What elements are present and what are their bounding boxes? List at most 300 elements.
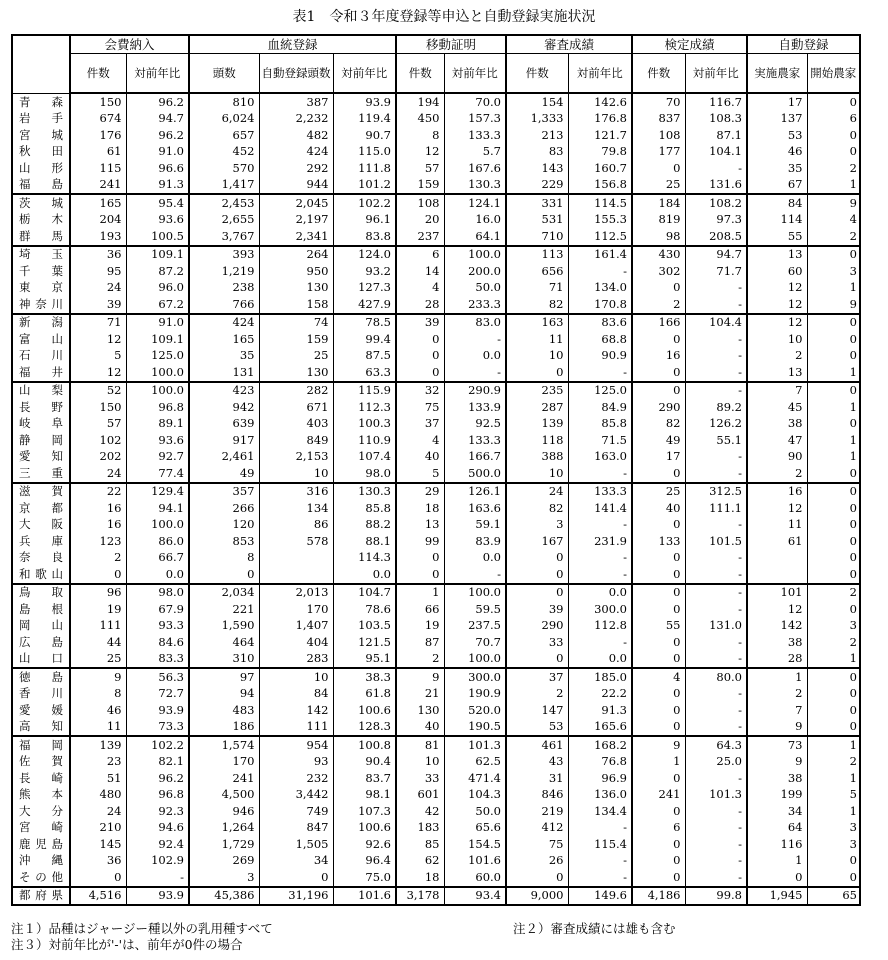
- value-cell: 25: [632, 483, 685, 501]
- value-cell: 114.5: [568, 194, 632, 212]
- value-cell: 141.4: [568, 500, 632, 517]
- value-cell: 120: [189, 517, 259, 534]
- value-cell: 84.6: [126, 634, 189, 651]
- value-cell: 142: [259, 702, 333, 719]
- value-cell: 65.6: [444, 820, 506, 837]
- prefecture-cell: 熊 本: [12, 787, 70, 804]
- value-cell: 95.4: [126, 194, 189, 212]
- value-cell: 2,013: [259, 584, 333, 602]
- value-cell: 55: [632, 618, 685, 635]
- value-cell: 39: [396, 314, 444, 332]
- value-cell: 16: [70, 500, 126, 517]
- value-cell: 3: [506, 517, 568, 534]
- value-cell: 83.3: [126, 651, 189, 669]
- value-cell: 237.5: [444, 618, 506, 635]
- table-row: [12, 618, 860, 635]
- value-cell: 0: [632, 601, 685, 618]
- prefecture-cell: 島 根: [12, 601, 70, 618]
- value-cell: [259, 566, 333, 584]
- value-cell: 112.5: [568, 228, 632, 246]
- value-cell: 87.1: [685, 127, 747, 144]
- value-cell: -: [126, 869, 189, 887]
- value-cell: 1,333: [506, 111, 568, 128]
- value-cell: 13: [747, 246, 807, 264]
- value-cell: 94.1: [126, 500, 189, 517]
- value-cell: 2: [807, 634, 860, 651]
- value-cell: 2,341: [259, 228, 333, 246]
- value-cell: 266: [189, 500, 259, 517]
- value-cell: 167: [506, 533, 568, 550]
- value-cell: 83.0: [444, 314, 506, 332]
- value-cell: 44: [70, 634, 126, 651]
- prefecture-cell: 神奈川: [12, 296, 70, 314]
- value-cell: 1: [807, 803, 860, 820]
- value-cell: 1,219: [189, 263, 259, 280]
- value-cell: 0: [807, 465, 860, 483]
- table-body: [12, 93, 860, 905]
- value-cell: 4,500: [189, 787, 259, 804]
- value-cell: 168.2: [568, 736, 632, 754]
- table-row: [12, 517, 860, 534]
- value-cell: 89.2: [685, 399, 747, 416]
- value-cell: -: [685, 820, 747, 837]
- value-cell: 124.0: [333, 246, 396, 264]
- value-cell: 2,034: [189, 584, 259, 602]
- value-cell: 104.1: [685, 144, 747, 161]
- table-row: [12, 634, 860, 651]
- value-cell: 93.6: [126, 432, 189, 449]
- value-cell: 0: [632, 836, 685, 853]
- table-row: [12, 651, 860, 669]
- value-cell: 102: [70, 432, 126, 449]
- value-cell: 208.5: [685, 228, 747, 246]
- value-cell: 1,574: [189, 736, 259, 754]
- value-cell: 749: [259, 803, 333, 820]
- value-cell: 57: [396, 160, 444, 177]
- value-cell: 71.7: [685, 263, 747, 280]
- value-cell: 170: [259, 601, 333, 618]
- value-cell: 45,386: [189, 887, 259, 906]
- value-cell: 0: [506, 550, 568, 567]
- value-cell: 570: [189, 160, 259, 177]
- value-cell: 2,153: [259, 449, 333, 466]
- value-cell: 166: [632, 314, 685, 332]
- value-cell: 67: [747, 177, 807, 195]
- value-cell: 11: [747, 517, 807, 534]
- value-cell: 93.6: [126, 212, 189, 229]
- value-cell: 103.5: [333, 618, 396, 635]
- value-cell: 118: [506, 432, 568, 449]
- table-row: [12, 382, 860, 400]
- value-cell: 88.1: [333, 533, 396, 550]
- value-cell: 184: [632, 194, 685, 212]
- value-cell: 16.0: [444, 212, 506, 229]
- registration-table: [11, 34, 861, 906]
- value-cell: 942: [189, 399, 259, 416]
- value-cell: 1: [807, 432, 860, 449]
- value-cell: 5.7: [444, 144, 506, 161]
- value-cell: 0: [807, 702, 860, 719]
- value-cell: 107.3: [333, 803, 396, 820]
- value-cell: 26: [506, 853, 568, 870]
- prefecture-cell: 徳 島: [12, 668, 70, 686]
- value-cell: 24: [70, 803, 126, 820]
- value-cell: -: [568, 465, 632, 483]
- value-cell: -: [444, 364, 506, 382]
- value-cell: 131: [189, 364, 259, 382]
- table-row: [12, 787, 860, 804]
- value-cell: 424: [259, 144, 333, 161]
- table-row: [12, 194, 860, 212]
- prefecture-cell: 広 島: [12, 634, 70, 651]
- value-cell: 38: [747, 770, 807, 787]
- value-cell: 17: [747, 93, 807, 111]
- subheader-cell: 開始農家: [807, 54, 860, 94]
- value-cell: 190.9: [444, 686, 506, 703]
- value-cell: 0: [506, 566, 568, 584]
- value-cell: 0: [807, 533, 860, 550]
- value-cell: 950: [259, 263, 333, 280]
- value-cell: 0: [632, 719, 685, 737]
- value-cell: 75: [506, 836, 568, 853]
- value-cell: 90: [747, 449, 807, 466]
- value-cell: -: [685, 465, 747, 483]
- value-cell: 12: [747, 296, 807, 314]
- value-cell: 32: [396, 382, 444, 400]
- value-cell: 4,516: [70, 887, 126, 906]
- prefecture-cell: 岩 手: [12, 111, 70, 128]
- value-cell: 12: [70, 331, 126, 348]
- value-cell: 130: [396, 702, 444, 719]
- prefecture-cell: 新 潟: [12, 314, 70, 332]
- value-cell: 78.5: [333, 314, 396, 332]
- prefecture-cell: 福 井: [12, 364, 70, 382]
- value-cell: 155.3: [568, 212, 632, 229]
- value-cell: 7: [747, 382, 807, 400]
- value-cell: 18: [396, 500, 444, 517]
- value-cell: 133.9: [444, 399, 506, 416]
- value-cell: 94.7: [685, 246, 747, 264]
- value-cell: 130: [259, 280, 333, 297]
- value-cell: 94.7: [126, 111, 189, 128]
- value-cell: 37: [506, 668, 568, 686]
- value-cell: 64: [747, 820, 807, 837]
- value-cell: 100.0: [126, 364, 189, 382]
- value-cell: 0: [396, 566, 444, 584]
- value-cell: 92.4: [126, 836, 189, 853]
- table-row: [12, 296, 860, 314]
- total-row: [12, 887, 860, 906]
- value-cell: 99.4: [333, 331, 396, 348]
- value-cell: 2: [747, 348, 807, 365]
- value-cell: 131.0: [685, 618, 747, 635]
- prefecture-cell: 福 島: [12, 177, 70, 195]
- value-cell: 24: [70, 465, 126, 483]
- value-cell: 130: [259, 364, 333, 382]
- value-cell: 232: [259, 770, 333, 787]
- value-cell: 710: [506, 228, 568, 246]
- table-row: [12, 246, 860, 264]
- value-cell: 3,178: [396, 887, 444, 906]
- value-cell: 176.8: [568, 111, 632, 128]
- value-cell: 66: [396, 601, 444, 618]
- prefecture-cell: 富 山: [12, 331, 70, 348]
- value-cell: 97: [189, 668, 259, 686]
- value-cell: 133.3: [444, 432, 506, 449]
- value-cell: 87: [396, 634, 444, 651]
- value-cell: -: [444, 331, 506, 348]
- value-cell: 130.3: [333, 483, 396, 501]
- value-cell: 125.0: [126, 348, 189, 365]
- prefecture-cell: 青 森: [12, 93, 70, 111]
- value-cell: -: [568, 853, 632, 870]
- value-cell: 0: [807, 93, 860, 111]
- prefecture-cell: 奈 良: [12, 550, 70, 567]
- value-cell: 166.7: [444, 449, 506, 466]
- table-title: 表1 令和３年度登録等申込と自動登録実施状況: [292, 9, 596, 25]
- value-cell: 43: [506, 754, 568, 771]
- prefecture-cell: その他: [12, 869, 70, 887]
- value-cell: 34: [747, 803, 807, 820]
- prefecture-cell: 三 重: [12, 465, 70, 483]
- value-cell: 133: [632, 533, 685, 550]
- value-cell: 219: [506, 803, 568, 820]
- value-cell: -: [685, 331, 747, 348]
- value-cell: 93.2: [333, 263, 396, 280]
- value-cell: 35: [189, 348, 259, 365]
- value-cell: 72.7: [126, 686, 189, 703]
- value-cell: 55: [747, 228, 807, 246]
- value-cell: 8: [396, 127, 444, 144]
- value-cell: 639: [189, 416, 259, 433]
- value-cell: 67.2: [126, 296, 189, 314]
- value-cell: 39: [506, 601, 568, 618]
- value-cell: 154: [506, 93, 568, 111]
- value-cell: 302: [632, 263, 685, 280]
- value-cell: 98.0: [126, 584, 189, 602]
- value-cell: 210: [70, 820, 126, 837]
- table-row: [12, 820, 860, 837]
- value-cell: 1: [807, 399, 860, 416]
- value-cell: 229: [506, 177, 568, 195]
- value-cell: 4: [807, 212, 860, 229]
- value-cell: 0: [632, 465, 685, 483]
- value-cell: 100.0: [444, 584, 506, 602]
- value-cell: 86.0: [126, 533, 189, 550]
- value-cell: 98: [632, 228, 685, 246]
- value-cell: 73: [747, 736, 807, 754]
- value-cell: 1: [807, 364, 860, 382]
- value-cell: 0: [807, 382, 860, 400]
- value-cell: 0: [396, 550, 444, 567]
- value-cell: -: [685, 364, 747, 382]
- value-cell: 70: [632, 93, 685, 111]
- value-cell: 12: [747, 314, 807, 332]
- value-cell: 73.3: [126, 719, 189, 737]
- prefecture-cell: 都府県: [12, 887, 70, 906]
- value-cell: 46: [70, 702, 126, 719]
- value-cell: 12: [747, 500, 807, 517]
- value-cell: 42: [396, 803, 444, 820]
- table-row: [12, 399, 860, 416]
- value-cell: 50.0: [444, 280, 506, 297]
- value-cell: 0: [807, 550, 860, 567]
- subheader-cell: 対前年比: [685, 54, 747, 94]
- value-cell: 96.1: [333, 212, 396, 229]
- table-row: [12, 160, 860, 177]
- value-cell: 331: [506, 194, 568, 212]
- value-cell: 96.9: [568, 770, 632, 787]
- value-cell: 483: [189, 702, 259, 719]
- value-cell: 0.0: [444, 348, 506, 365]
- value-cell: 2,655: [189, 212, 259, 229]
- value-cell: 1: [807, 736, 860, 754]
- value-cell: -: [685, 702, 747, 719]
- value-cell: 6: [807, 111, 860, 128]
- value-cell: -: [685, 853, 747, 870]
- value-cell: 116: [747, 836, 807, 853]
- prefecture-cell: 佐 賀: [12, 754, 70, 771]
- prefecture-cell: 鹿児島: [12, 836, 70, 853]
- value-cell: 128.3: [333, 719, 396, 737]
- value-cell: 0: [632, 686, 685, 703]
- value-cell: 1: [747, 853, 807, 870]
- value-cell: 0: [632, 364, 685, 382]
- value-cell: 0: [632, 869, 685, 887]
- value-cell: 176: [70, 127, 126, 144]
- value-cell: 10: [396, 754, 444, 771]
- value-cell: 0: [632, 517, 685, 534]
- value-cell: 1,590: [189, 618, 259, 635]
- prefecture-cell: 宮 城: [12, 127, 70, 144]
- value-cell: 95: [70, 263, 126, 280]
- value-cell: 90.9: [568, 348, 632, 365]
- value-cell: 83.9: [444, 533, 506, 550]
- value-cell: 204: [70, 212, 126, 229]
- value-cell: 9: [807, 296, 860, 314]
- value-cell: 0.0: [568, 651, 632, 669]
- value-cell: 2: [807, 160, 860, 177]
- value-cell: 847: [259, 820, 333, 837]
- value-cell: 25: [70, 651, 126, 669]
- value-cell: 849: [259, 432, 333, 449]
- value-cell: 101.2: [333, 177, 396, 195]
- prefecture-cell: 滋 賀: [12, 483, 70, 501]
- value-cell: 16: [632, 348, 685, 365]
- table-row: [12, 584, 860, 602]
- value-cell: 1: [632, 754, 685, 771]
- prefecture-cell: 石 川: [12, 348, 70, 365]
- value-cell: 22: [70, 483, 126, 501]
- value-cell: 578: [259, 533, 333, 550]
- value-cell: 63.3: [333, 364, 396, 382]
- value-cell: 0: [396, 348, 444, 365]
- value-cell: 22.2: [568, 686, 632, 703]
- value-cell: 520.0: [444, 702, 506, 719]
- group-header-fee: 会費納入: [70, 35, 189, 54]
- value-cell: 116.7: [685, 93, 747, 111]
- prefecture-cell: 秋 田: [12, 144, 70, 161]
- value-cell: 1: [747, 668, 807, 686]
- value-cell: -: [685, 566, 747, 584]
- value-cell: 14: [396, 263, 444, 280]
- value-cell: -: [685, 601, 747, 618]
- value-cell: 9: [70, 668, 126, 686]
- value-cell: 143: [506, 160, 568, 177]
- value-cell: 837: [632, 111, 685, 128]
- value-cell: 241: [189, 770, 259, 787]
- value-cell: 93.9: [126, 887, 189, 906]
- prefecture-cell: 京 都: [12, 500, 70, 517]
- subheader-cell: 自動登録頭数: [259, 54, 333, 94]
- value-cell: -: [568, 634, 632, 651]
- table-row: [12, 566, 860, 584]
- prefecture-cell: 山 形: [12, 160, 70, 177]
- value-cell: 126.1: [444, 483, 506, 501]
- value-cell: 450: [396, 111, 444, 128]
- value-cell: 25: [632, 177, 685, 195]
- value-cell: 944: [259, 177, 333, 195]
- value-cell: 129.4: [126, 483, 189, 501]
- value-cell: 0: [807, 668, 860, 686]
- value-cell: 221: [189, 601, 259, 618]
- value-cell: 25.0: [685, 754, 747, 771]
- value-cell: 142: [747, 618, 807, 635]
- prefecture-cell: 山 口: [12, 651, 70, 669]
- value-cell: 4: [632, 668, 685, 686]
- value-cell: 0: [807, 348, 860, 365]
- value-cell: 134.4: [568, 803, 632, 820]
- value-cell: 37: [396, 416, 444, 433]
- group-header-test: 検定成績: [632, 35, 747, 54]
- value-cell: 133.3: [444, 127, 506, 144]
- value-cell: 109.1: [126, 331, 189, 348]
- value-cell: 290.9: [444, 382, 506, 400]
- value-cell: 78.6: [333, 601, 396, 618]
- value-cell: 165: [189, 331, 259, 348]
- value-cell: 87.2: [126, 263, 189, 280]
- value-cell: 657: [189, 127, 259, 144]
- value-cell: 47: [747, 432, 807, 449]
- value-cell: 87.5: [333, 348, 396, 365]
- value-cell: 0: [506, 364, 568, 382]
- prefecture-cell: 山 梨: [12, 382, 70, 400]
- value-cell: 9: [747, 719, 807, 737]
- value-cell: -: [685, 634, 747, 651]
- value-cell: 121.5: [333, 634, 396, 651]
- value-cell: 92.6: [333, 836, 396, 853]
- value-cell: 113: [506, 246, 568, 264]
- value-cell: -: [685, 160, 747, 177]
- value-cell: 51: [70, 770, 126, 787]
- value-cell: 3: [807, 820, 860, 837]
- value-cell: 159: [259, 331, 333, 348]
- value-cell: 21: [396, 686, 444, 703]
- value-cell: 10: [259, 668, 333, 686]
- group-header-review: 審査成績: [506, 35, 632, 54]
- value-cell: 75: [396, 399, 444, 416]
- prefecture-cell: 東 京: [12, 280, 70, 297]
- value-cell: 23: [70, 754, 126, 771]
- value-cell: 0: [70, 869, 126, 887]
- value-cell: 111: [70, 618, 126, 635]
- value-cell: 70.7: [444, 634, 506, 651]
- value-cell: 102.2: [126, 736, 189, 754]
- value-cell: 98.0: [333, 465, 396, 483]
- value-cell: 2: [632, 296, 685, 314]
- value-cell: 16: [70, 517, 126, 534]
- value-cell: 130.3: [444, 177, 506, 195]
